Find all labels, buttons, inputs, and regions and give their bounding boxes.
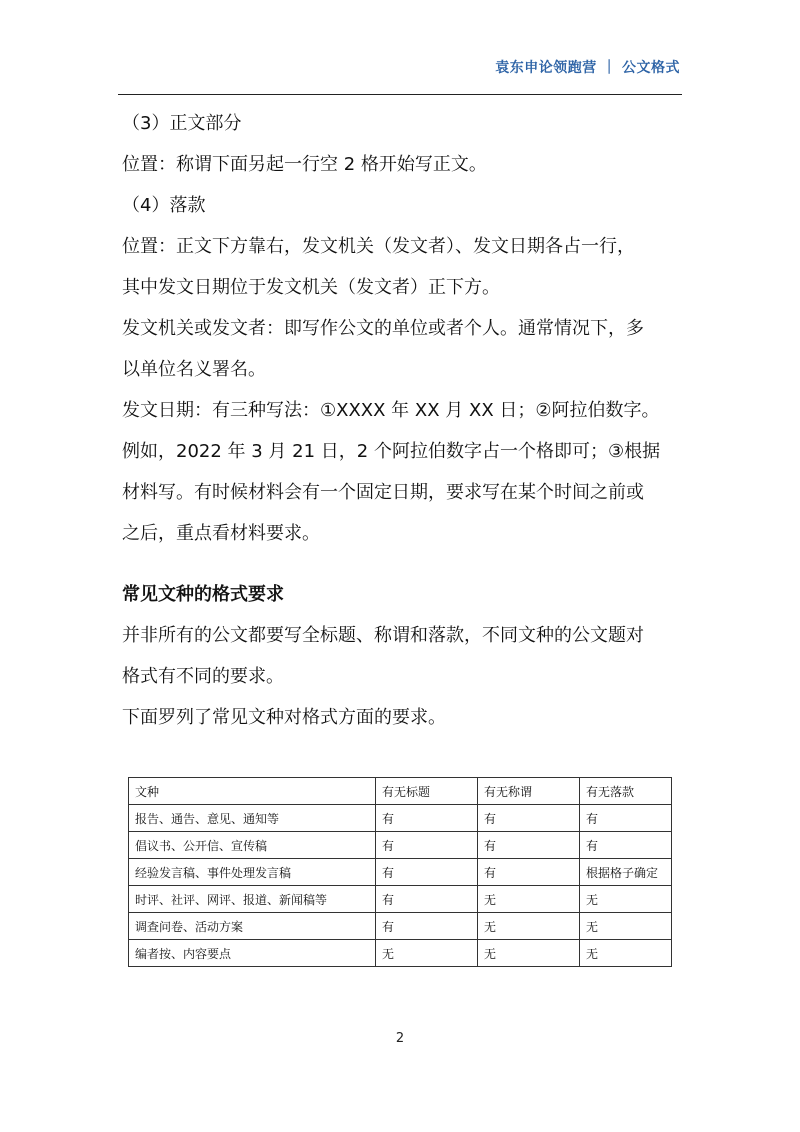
paragraph-line: 之后，重点看材料要求。 bbox=[122, 523, 320, 544]
format-requirements-table bbox=[128, 777, 672, 967]
paragraph-line: 例如，2022 年 3 月 21 日，2 个阿拉伯数字占一个格即可；③根据 bbox=[122, 441, 661, 462]
paragraph-line: 位置：正文下方靠右，发文机关（发文者）、发文日期各占一行， bbox=[122, 236, 635, 257]
table-cell: 倡议书、公开信、宣传稿 bbox=[129, 832, 376, 859]
table-row bbox=[129, 859, 672, 886]
table-cell: 有 bbox=[478, 832, 580, 859]
table-cell: 时评、社评、网评、报道、新闻稿等 bbox=[129, 886, 376, 913]
page-number: 2 bbox=[395, 1031, 405, 1046]
table-cell: 有 bbox=[376, 886, 478, 913]
paragraph-line: 位置：称谓下面另起一行空 2 格开始写正文。 bbox=[122, 154, 487, 175]
header-title: 袁东申论领跑营 ｜ 公文格式 bbox=[495, 60, 680, 76]
table-cell: 无 bbox=[376, 940, 478, 967]
section-heading: 常见文种的格式要求 bbox=[122, 584, 284, 605]
table-cell: 调查问卷、活动方案 bbox=[129, 913, 376, 940]
paragraph-line: 下面罗列了常见文种对格式方面的要求。 bbox=[122, 707, 446, 728]
table-cell: 无 bbox=[478, 913, 580, 940]
table-header-row bbox=[129, 778, 672, 805]
paragraph-line: 发文日期：有三种写法：①XXXX 年 XX 月 XX 日；②阿拉伯数字。 bbox=[122, 400, 660, 421]
table-header-cell: 有无标题 bbox=[376, 778, 478, 805]
paragraph-line: 材料写。有时候材料会有一个固定日期，要求写在某个时间之前或 bbox=[122, 482, 644, 503]
paragraph-line: 格式有不同的要求。 bbox=[122, 666, 284, 687]
subheading-signature-section: （4）落款 bbox=[122, 195, 206, 216]
paragraph-line: 其中发文日期位于发文机关（发文者）正下方。 bbox=[122, 277, 500, 298]
table-row bbox=[129, 886, 672, 913]
table-header-cell: 有无落款 bbox=[580, 778, 672, 805]
table-cell: 无 bbox=[580, 913, 672, 940]
table-cell: 有 bbox=[580, 805, 672, 832]
table-cell: 报告、通告、意见、通知等 bbox=[129, 805, 376, 832]
table-cell: 有 bbox=[478, 805, 580, 832]
table-row bbox=[129, 940, 672, 967]
table-cell: 有 bbox=[376, 805, 478, 832]
header-divider bbox=[118, 94, 682, 95]
table-cell: 有 bbox=[376, 859, 478, 886]
table-cell: 无 bbox=[478, 940, 580, 967]
table-row bbox=[129, 832, 672, 859]
table-cell: 无 bbox=[580, 886, 672, 913]
table-row bbox=[129, 805, 672, 832]
paragraph-line: 发文机关或发文者：即写作公文的单位或者个人。通常情况下，多 bbox=[122, 318, 644, 339]
paragraph-line: 以单位名义署名。 bbox=[122, 359, 266, 380]
table-cell: 经验发言稿、事件处理发言稿 bbox=[129, 859, 376, 886]
table-cell: 根据格子确定 bbox=[580, 859, 672, 886]
paragraph-line: 并非所有的公文都要写全标题、称谓和落款，不同文种的公文题对 bbox=[122, 625, 644, 646]
table-cell: 无 bbox=[580, 940, 672, 967]
table-cell: 有 bbox=[478, 859, 580, 886]
table-header-cell: 文种 bbox=[129, 778, 376, 805]
table-cell: 有 bbox=[376, 832, 478, 859]
table-cell: 无 bbox=[478, 886, 580, 913]
table-cell: 编者按、内容要点 bbox=[129, 940, 376, 967]
table-cell: 有 bbox=[580, 832, 672, 859]
table-row bbox=[129, 913, 672, 940]
document-body bbox=[122, 103, 682, 738]
table-header-cell: 有无称谓 bbox=[478, 778, 580, 805]
table-cell: 有 bbox=[376, 913, 478, 940]
subheading-body-section: （3）正文部分 bbox=[122, 113, 242, 134]
